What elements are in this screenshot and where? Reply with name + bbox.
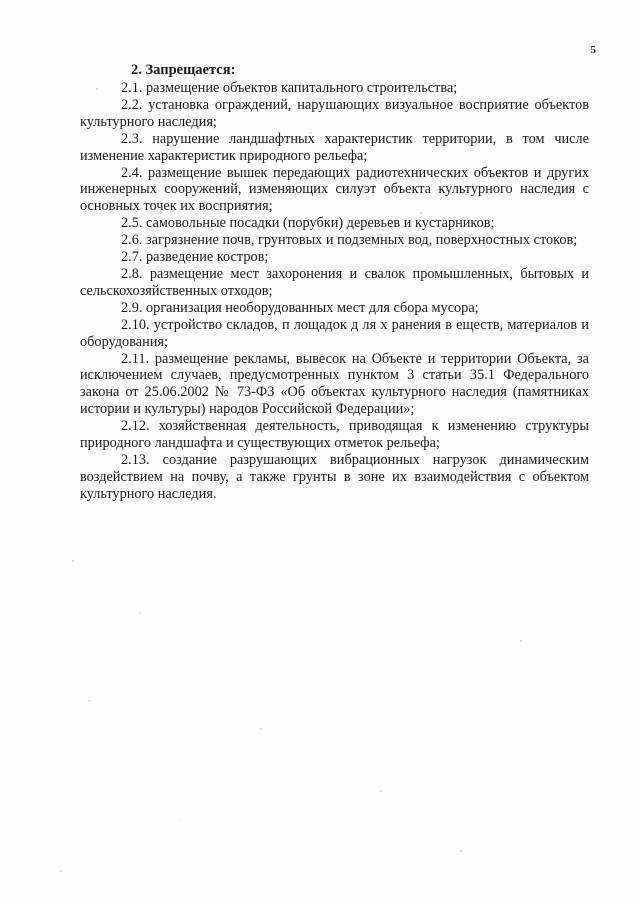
list-item: 2.11. размещение рекламы, вывесок на Объекте и территории Объекта, за исключением случаев, предусмотренных пунктом 3 статьи 35.1 Федерального закона от 25.06.2002 № 73-ФЗ «Об объектах культурного наследия (памятниках истории и культуры) народов Российской Федерации»; (80, 350, 589, 418)
list-item: 2.5. самовольные посадки (порубки) деревьев и кустарников; (121, 215, 495, 232)
section-heading: 2. Запрещается: (131, 62, 236, 78)
list-item: 2.12. хозяйственная деятельность, приводящая к изменению структуры природного ландшафта и существующих отметок рельефа; (80, 418, 589, 452)
list-item: 2.10. устройство складов, п лощадок д ля х ранения в еществ, материалов и оборудования; (80, 316, 589, 350)
list-item: 2.6. загрязнение почв, грунтовых и подземных вод, поверхностных стоков; (121, 232, 578, 249)
list-item: 2.7. разведение костров; (121, 249, 269, 266)
prohibitions-list (80, 80, 589, 503)
list-item: 2.8. размещение мест захоронения и свалок промышленных, бытовых и сельскохозяйственных отходов; (80, 265, 589, 299)
list-item: 2.9. организация необорудованных мест для сбора мусора; (121, 299, 479, 316)
list-item: 2.2. установка ограждений, нарушающих визуальное восприятие объектов культурного наследия; (80, 96, 589, 130)
list-item: 2.3. нарушение ландшафтных характеристик территории, в том числе изменение характеристик природного рельефа; (80, 130, 589, 164)
list-item: 2.13. создание разрушающих вибрационных нагрузок динамическим воздействием на почву, а также грунты в зоне их взаимодействия с объектом культурного наследия. (80, 451, 589, 502)
list-item: 2.4. размещение вышек передающих радиотехнических объектов и других инженерных сооружений, изменяющих силуэт объекта культурного наследия с основных точек их восприятия; (80, 164, 589, 215)
list-item: 2.1. размещение объектов капитального строительства; (121, 80, 458, 96)
page-number: 5 (590, 44, 596, 56)
